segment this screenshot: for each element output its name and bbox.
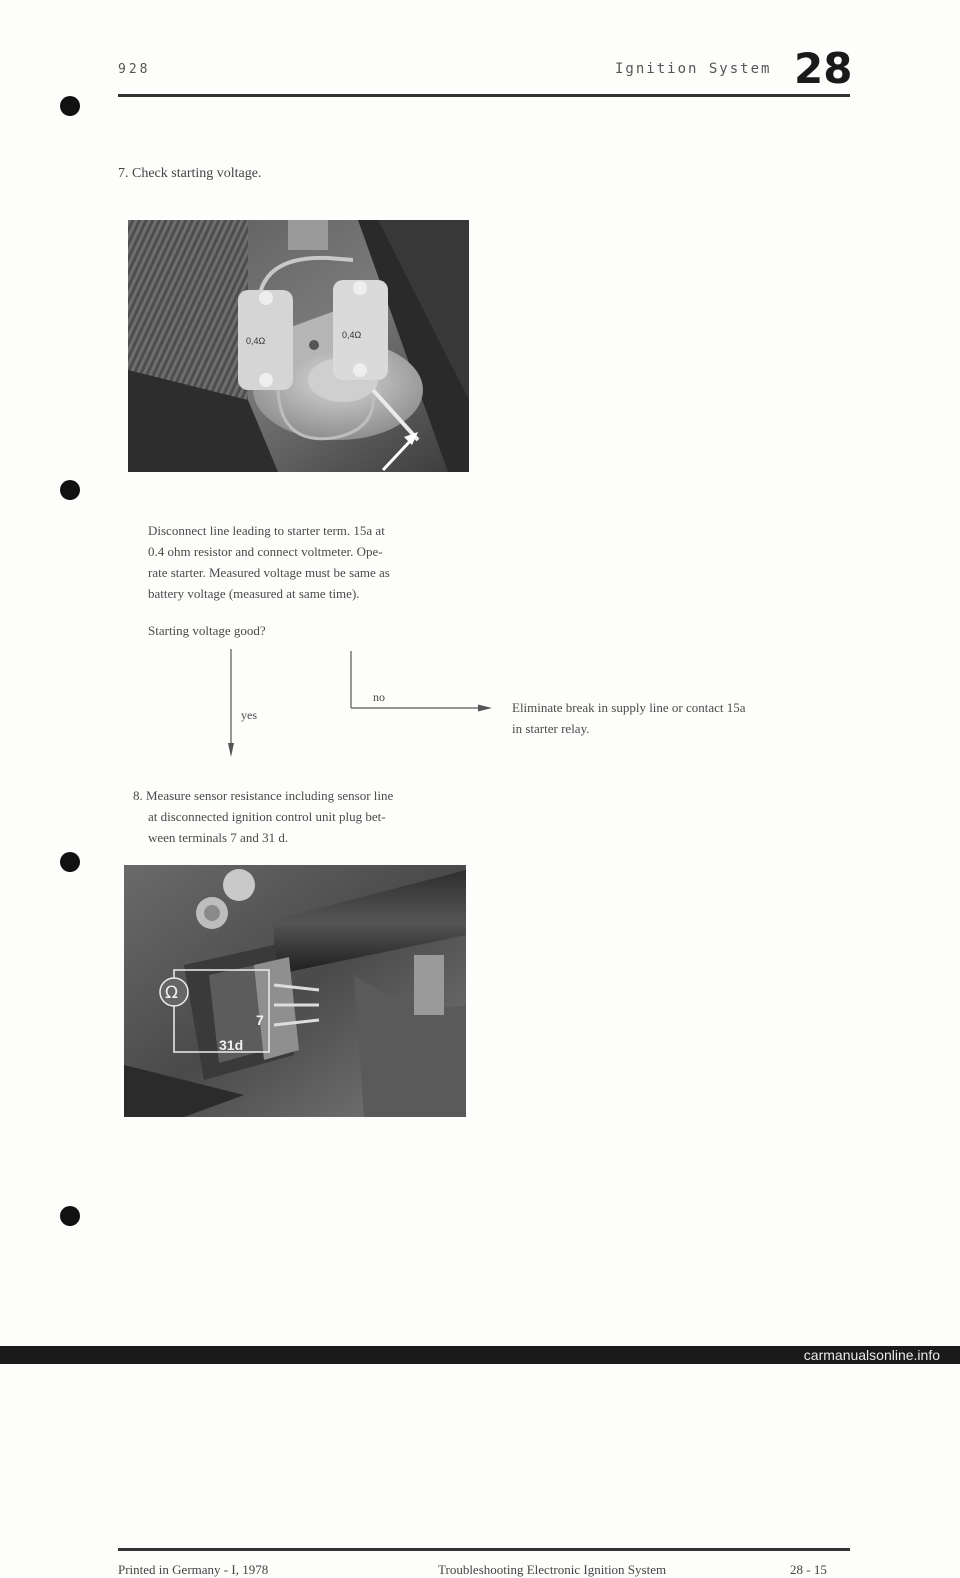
no-label: no [373, 690, 385, 704]
binder-hole [60, 480, 80, 500]
yes-arrow [228, 649, 234, 757]
resistor-photo [128, 220, 469, 472]
control-unit-photo-graphic [124, 865, 466, 1117]
header-rule [118, 94, 850, 97]
resistor-label-right: 0,4Ω [342, 330, 362, 340]
section-title: Ignition System [615, 61, 772, 77]
step-8-line: 8. Measure sensor resistance including sensor line [133, 788, 394, 803]
decision-flowchart [220, 645, 500, 760]
binder-hole [60, 1206, 80, 1226]
printed-note: Printed in Germany - I, 1978 [118, 1562, 269, 1577]
step-7-title: 7. Check starting voltage. [118, 166, 262, 181]
no-result-line: in starter relay. [512, 721, 590, 736]
no-result-line: Eliminate break in supply line or contact 15a [512, 700, 746, 715]
control-unit-photo [124, 865, 466, 1117]
resistor-label-left: 0,4Ω [246, 336, 266, 346]
section-number: 28 [794, 44, 853, 93]
terminal-7-label: 7 [256, 1012, 264, 1028]
step-8-line: ween terminals 7 and 31 d. [148, 830, 289, 845]
binder-hole [60, 96, 80, 116]
watermark-bar [0, 1346, 960, 1364]
footer-title: Troubleshooting Electronic Ignition System [438, 1562, 667, 1577]
model-number: 928 [118, 62, 151, 77]
instruction-line: battery voltage (measured at same time). [148, 586, 360, 601]
watermark-text: carmanualsonline.info [803, 1347, 940, 1363]
page-number: 28 - 15 [790, 1562, 827, 1577]
instruction-line: 0.4 ohm resistor and connect voltmeter. Ope- [148, 544, 383, 559]
resistor-photo-graphic [128, 220, 469, 472]
terminal-31d-label: 31d [219, 1037, 244, 1053]
yes-label: yes [241, 708, 257, 722]
footer-rule [118, 1548, 850, 1551]
check-question: Starting voltage good? [148, 623, 266, 638]
instruction-line: Disconnect line leading to starter term. 15a at [148, 523, 385, 538]
instruction-line: rate starter. Measured voltage must be same as [148, 565, 390, 580]
ohm-symbol: Ω [165, 983, 178, 1003]
step-8-line: at disconnected ignition control unit plug bet- [148, 809, 386, 824]
binder-hole [60, 852, 80, 872]
